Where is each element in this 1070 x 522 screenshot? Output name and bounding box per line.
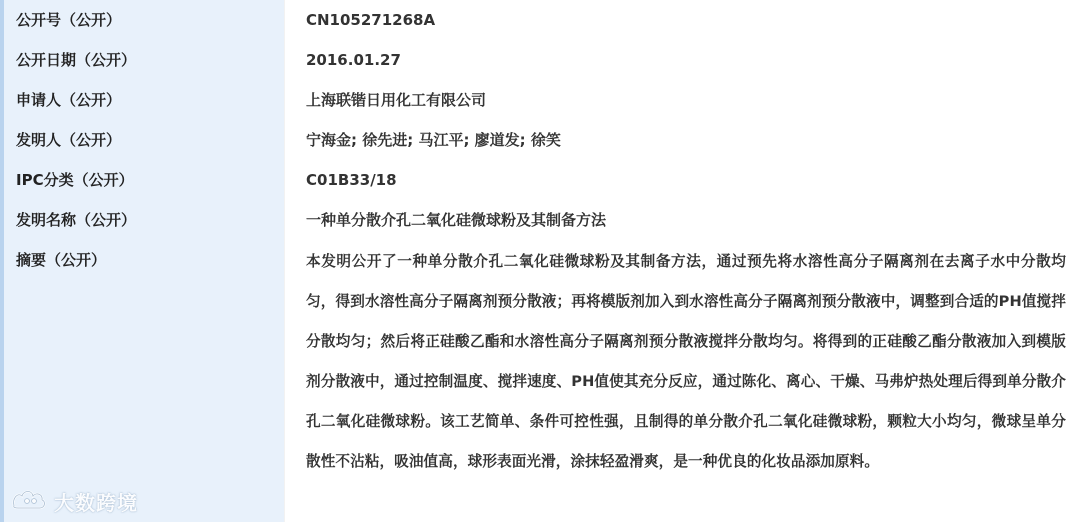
watermark bbox=[10, 485, 138, 517]
logo-icon bbox=[10, 486, 48, 516]
field-label: 发明名称（公开） bbox=[16, 211, 137, 229]
field-value: C01B33/18 bbox=[306, 171, 397, 189]
accent-bar bbox=[0, 0, 4, 522]
field-label: IPC分类（公开） bbox=[16, 171, 134, 189]
abstract-text: 本发明公开了一种单分散介孔二氧化硅微球粉及其制备方法，通过预先将水溶性高分子隔离剂在去离子水中分散均匀，得到水溶性高分子隔离剂预分散液；再将模版剂加入到水溶性高分子隔离剂预分散液中，调整到合适的PH值搅拌分散均匀；然后将正硅酸乙酯和水溶性高分子隔离剂预分散液搅拌分散均匀。将得到的正硅酸乙酯分散液加入到模版剂分散液中，通过控制温度、搅拌速度、PH值使其充分反应，通过陈化、离心、干燥、马弗炉热处理后得到单分散介孔二氧化硅微球粉。该工艺简单、条件可控性强，且制得的单分散介孔二氧化硅微球粉，颗粒大小均匀，微球呈单分散性不沾粘，吸油值高，球形表面光滑，涂抹轻盈滑爽，是一种优良的化妆品添加原料。 bbox=[306, 253, 1066, 470]
field-label: 公开号（公开） bbox=[16, 11, 122, 29]
field-label: 公开日期（公开） bbox=[16, 51, 137, 69]
field-value: 上海联锴日用化工有限公司 bbox=[306, 91, 487, 109]
abstract-label: 摘要（公开） bbox=[16, 251, 107, 269]
field-value: 一种单分散介孔二氧化硅微球粉及其制备方法 bbox=[306, 211, 607, 229]
field-value: CN105271268A bbox=[306, 11, 436, 29]
watermark-text: 大数跨境 bbox=[54, 490, 138, 515]
column-divider bbox=[284, 0, 285, 522]
field-value: 2016.01.27 bbox=[306, 51, 401, 69]
field-label: 发明人（公开） bbox=[16, 131, 122, 149]
field-label: 申请人（公开） bbox=[16, 91, 122, 109]
field-value: 宁海金; 徐先进; 马江平; 廖道发; 徐笑 bbox=[306, 131, 561, 149]
